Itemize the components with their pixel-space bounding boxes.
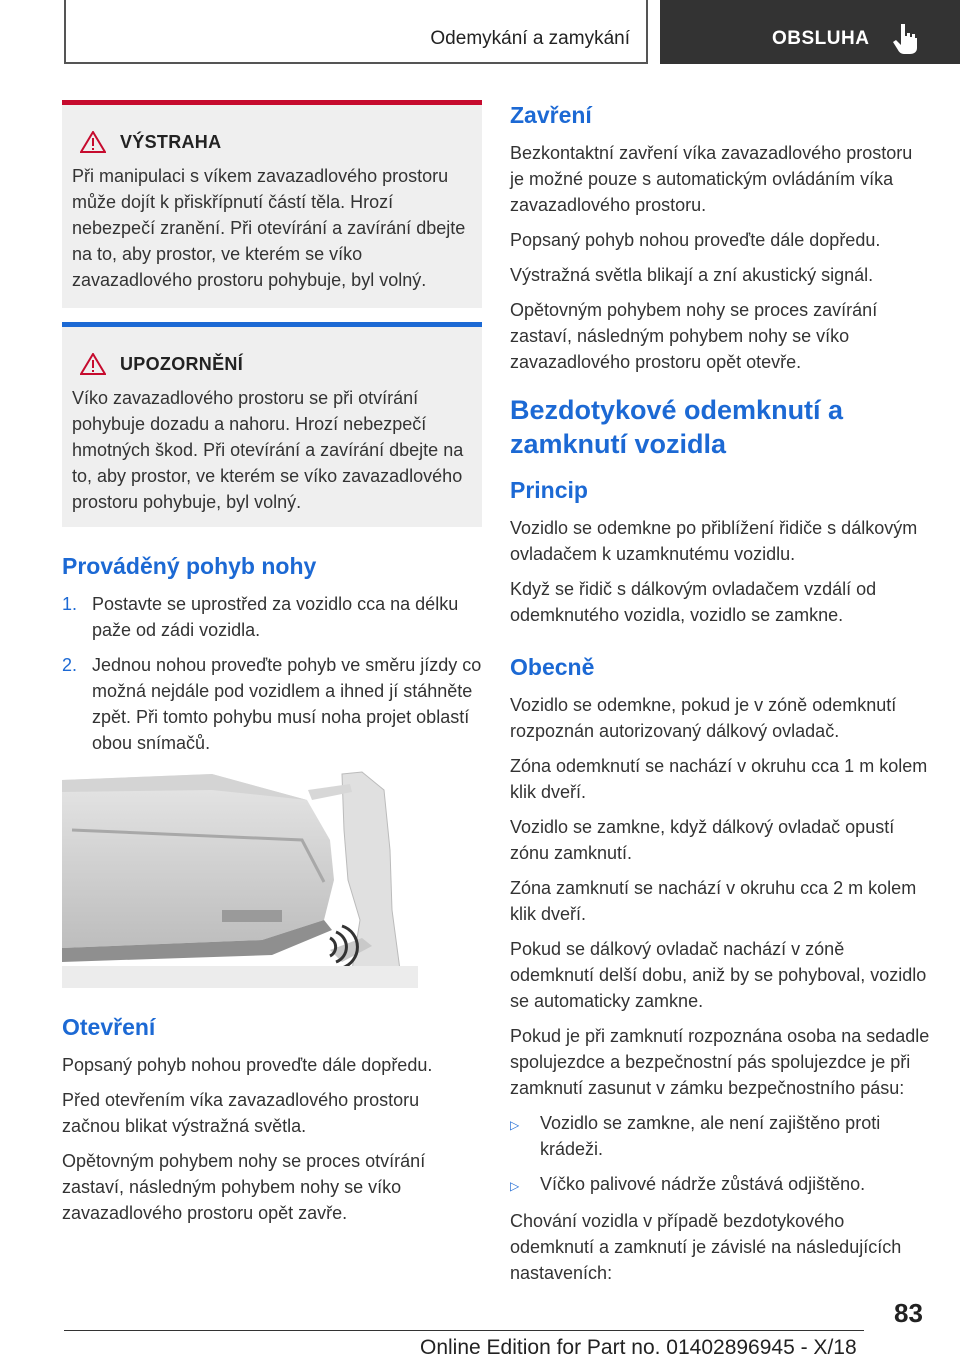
- opening-paragraph: Před otevřením víka zavazadlového prostoru začnou blikat výstražná světla.: [62, 1090, 420, 1136]
- warning-triangle-icon: [80, 131, 106, 153]
- closing-paragraph: Popsaný pohyb nohou proveďte dále dopředu.: [510, 230, 881, 250]
- general-paragraph: Pokud je při zamknutí rozpoznána osoba na sedadle spolujezdce a bezpečnostní pás spolujezdce je při zamknutí zasunut v zámku bezpečnostního pásu:: [510, 1026, 930, 1098]
- bullet-text: Vozidlo se zamkne, ale není zajištěno proti krádeži.: [540, 1113, 881, 1159]
- car-rear-foot-illustration: [62, 770, 418, 988]
- step-text: Postavte se uprostřed za vozidlo cca na délku paže od zádi vozidla.: [92, 594, 459, 640]
- warning-box: [62, 100, 482, 308]
- general-bullet-list: [510, 1110, 930, 1199]
- step-number: 2.: [62, 655, 78, 675]
- general-paragraph: Zóna zamknutí se nachází v okruhu cca 2 m kolem klik dveří.: [510, 878, 917, 924]
- closing-paragraph: Bezkontaktní zavření víka zavazadlového prostoru je možné pouze s automatickým ovládáním víka zavazadlového prostoru.: [510, 143, 913, 215]
- foot-motion-steps: [62, 591, 482, 756]
- general-heading: Obecně: [510, 654, 595, 680]
- main-heading: Bezdotykové odemknutí a zamknutí vozidla: [510, 395, 844, 459]
- general-closing-paragraph: Chování vozidla v případě bezdotykového odemknutí a zamknutí je závislé na následujících nastaveních:: [510, 1211, 902, 1283]
- header-title-box: [64, 0, 648, 64]
- principle-paragraph: Když se řidič s dálkovým ovladačem vzdálí od odemknutého vozidla, vozidlo se zamkne.: [510, 579, 877, 625]
- step-text: Jednou nohou proveďte pohyb ve směru jízdy co možná nejdále pod vozidlem a ihned jí stáhněte zpět. Při tomto pohybu musí noha projet oblastí obou snímačů.: [92, 655, 482, 753]
- warning-text: Při manipulaci s víkem zavazadlového prostoru může dojít k přiskřípnutí částí těla. Hrozí nebezpečí zranění. Při otevírání a zavírání dbejte na to, aby prostor, ve kterém se víko zavazadlového prostoru pohybuje, byl volný.: [72, 166, 466, 290]
- step-item: [62, 652, 482, 756]
- opening-paragraph: Popsaný pohyb nohou proveďte dále dopředu.: [62, 1055, 433, 1075]
- bullet-item: [510, 1171, 930, 1199]
- caution-text: Víko zavazadlového prostoru se při otvírání pohybuje dozadu a nahoru. Hrozí nebezpečí hmotných škod. Při otevírání a zavírání dbejte na to, aby prostor, ve kterém se víko zavazadlového prostoru pohybuje, byl volný.: [72, 388, 464, 512]
- left-column: [62, 100, 482, 1235]
- triangle-bullet-icon: ▷: [510, 1179, 520, 1193]
- opening-paragraph: Opětovným pohybem nohy se proces otvírání zastaví, následným pohybem nohy se víko zavazadlového prostoru opět zavře.: [62, 1151, 426, 1223]
- general-paragraph: Vozidlo se odemkne, pokud je v zóně odemknutí rozpoznán autorizovaný dálkový ovladač.: [510, 695, 897, 741]
- section-label: OBSLUHA: [772, 28, 870, 49]
- footer-divider: [64, 1330, 864, 1331]
- hand-pointer-icon: [892, 22, 920, 54]
- closing-heading: Zavření: [510, 102, 592, 128]
- opening-heading: Otevření: [62, 1014, 156, 1040]
- caution-header: [72, 353, 472, 375]
- section-tab: [660, 0, 960, 64]
- bullet-item: [510, 1110, 930, 1162]
- foot-motion-heading: Prováděný pohyb nohy: [62, 553, 317, 579]
- step-number: 1.: [62, 594, 78, 614]
- general-paragraph: Zóna odemknutí se nachází v okruhu cca 1 m kolem klik dveří.: [510, 756, 928, 802]
- principle-paragraph: Vozidlo se odemkne po přiblížení řidiče s dálkovým ovladačem k uzamknutému vozidlu.: [510, 518, 918, 564]
- caution-box: [62, 322, 482, 527]
- closing-paragraph: Opětovným pohybem nohy se proces zavírání zastaví, následným pohybem nohy se víko zavazadlového prostoru opět otevře.: [510, 300, 878, 372]
- warning-header: [72, 131, 472, 153]
- general-paragraph: Pokud se dálkový ovladač nachází v zóně odemknutí delší dobu, aniž by se pohyboval, vozidlo se automaticky zamkne.: [510, 939, 927, 1011]
- caution-label: UPOZORNĚNÍ: [120, 353, 244, 374]
- chapter-title: Odemykání a zamykání: [430, 28, 630, 49]
- foot-sensor-illustration: [62, 770, 418, 988]
- principle-heading: Princip: [510, 477, 588, 503]
- edition-text: Online Edition for Part no. 01402896945 - X/18: [420, 1336, 857, 1359]
- step-item: [62, 591, 482, 643]
- page-number: 83: [894, 1298, 923, 1328]
- right-column: [510, 100, 930, 1295]
- warning-label: VÝSTRAHA: [120, 131, 222, 152]
- bullet-text: Víčko palivové nádrže zůstává odjištěno.: [540, 1174, 866, 1194]
- general-paragraph: Vozidlo se zamkne, když dálkový ovladač opustí zónu zamknutí.: [510, 817, 895, 863]
- closing-paragraph: Výstražná světla blikají a zní akustický signál.: [510, 265, 874, 285]
- triangle-bullet-icon: ▷: [510, 1118, 520, 1132]
- caution-triangle-icon: [80, 353, 106, 375]
